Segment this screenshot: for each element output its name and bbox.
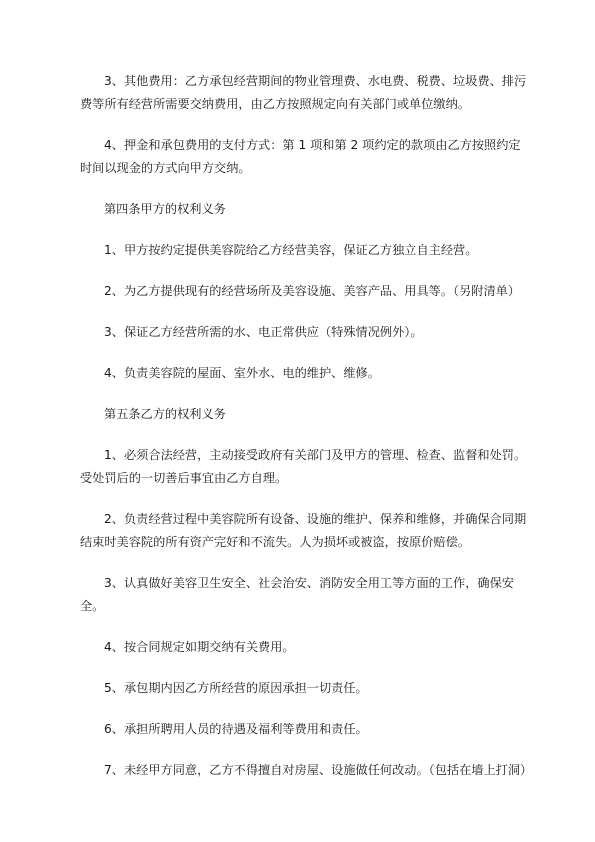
clause-4-payment-method: 4、押金和承包费用的支付方式：第 1 项和第 2 项约定的款项由乙方按照约定时间以现金的方式向甲方交纳。 (80, 138, 521, 175)
party-a-duty-1: 1、甲方按约定提供美容院给乙方经营美容，保证乙方独立自主经营。 (104, 243, 478, 257)
party-b-duty-1: 1、必须合法经营，主动接受政府有关部门及甲方的管理、检查、监督和处罚。受处罚后的一切善后事宜由乙方自理。 (80, 448, 527, 485)
clause-3-other-fees: 3、其他费用：乙方承包经营期间的物业管理费、水电费、税费、垃圾费、排污费等所有经营所需要交纳费用，由乙方按照规定向有关部门或单位缴纳。 (80, 74, 527, 111)
party-b-duty-2: 2、负责经营过程中美容院所有设备、设施的维护、保养和维修，并确保合同期结束时美容院的所有资产完好和不流失。人为损坏或被盗，按原价赔偿。 (80, 512, 527, 549)
party-b-duty-4: 4、按合同规定如期交纳有关费用。 (104, 640, 295, 654)
party-b-duty-3: 3、认真做好美容卫生安全、社会治安、消防安全用工等方面的工作，确保安全。 (80, 576, 514, 613)
party-b-duty-6: 6、承担所聘用人员的待遇及福利等费用和责任。 (104, 722, 368, 736)
party-b-duty-7: 7、未经甲方同意，乙方不得擅自对房屋、设施做任何改动。（包括在墙上打洞） (104, 763, 533, 777)
article-4-heading: 第四条甲方的权利义务 (104, 202, 226, 216)
party-a-duty-4: 4、负责美容院的屋面、室外水、电的维护、维修。 (104, 366, 380, 380)
party-b-duty-5: 5、承包期内因乙方所经营的原因承担一切责任。 (104, 681, 368, 695)
party-a-duty-2: 2、为乙方提供现有的经营场所及美容设施、美容产品、用具等。（另附清单） (104, 284, 521, 298)
article-5-heading: 第五条乙方的权利义务 (104, 407, 226, 421)
party-a-duty-3: 3、保证乙方经营所需的水、电正常供应（特殊情况例外）。 (104, 325, 423, 339)
